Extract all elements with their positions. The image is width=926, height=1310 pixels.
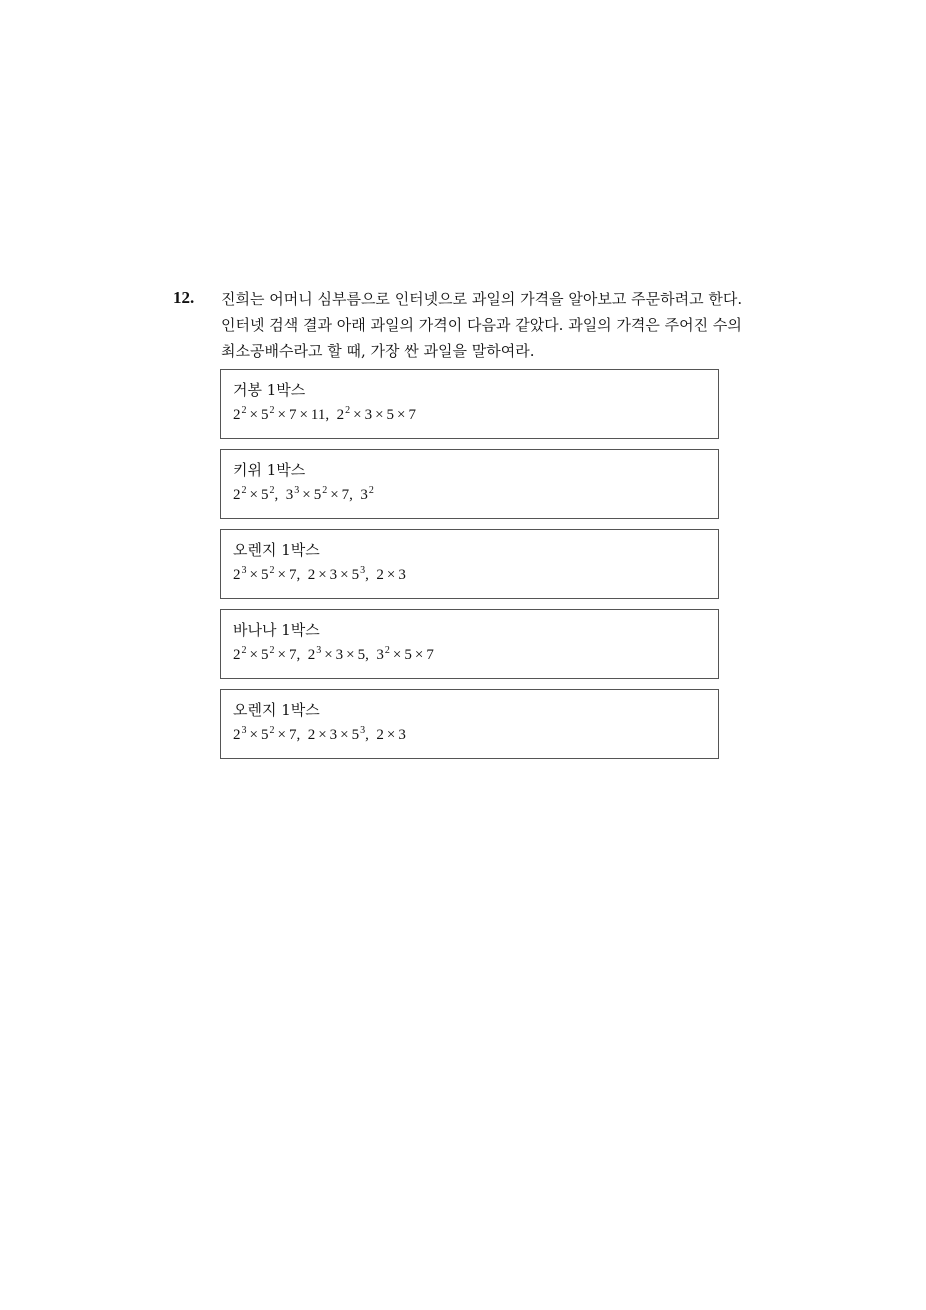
separator: , [296, 647, 308, 663]
factor-base: 5 [260, 727, 269, 743]
fruit-box-list [220, 369, 719, 769]
factor-base: 5 [351, 567, 360, 583]
fruit-name: 오렌지 1박스 [233, 701, 320, 719]
factor-base: 7 [288, 407, 297, 423]
times-sign: × [375, 407, 384, 423]
times-sign: × [277, 567, 286, 583]
times-sign: × [340, 567, 349, 583]
times-sign: × [353, 407, 362, 423]
factor-exponent: 3 [241, 565, 247, 576]
factor-base: 5 [260, 487, 269, 503]
fruit-name: 거봉 1박스 [233, 381, 306, 399]
price-expression [337, 407, 416, 423]
factor-base: 7 [288, 567, 297, 583]
factor-base: 3 [335, 647, 344, 663]
factor-base: 2 [307, 647, 316, 663]
price-expression [308, 567, 365, 583]
factor-exponent: 2 [269, 405, 275, 416]
factor-exponent: 2 [269, 645, 275, 656]
price-expression [308, 647, 365, 663]
factor-base: 5 [260, 647, 269, 663]
price-expressions [233, 403, 706, 429]
factor-base: 3 [329, 567, 338, 583]
fruit-box [220, 609, 719, 679]
factor-exponent: 2 [241, 405, 247, 416]
problem-text [221, 286, 761, 364]
factor-base: 3 [364, 407, 373, 423]
separator: , [365, 647, 377, 663]
fruit-name: 오렌지 1박스 [233, 541, 320, 559]
factor-base: 2 [376, 567, 384, 583]
times-sign: × [249, 647, 258, 663]
price-expression [233, 487, 274, 503]
factor-exponent: 3 [241, 725, 247, 736]
separator: , [274, 487, 286, 503]
factor-base: 7 [288, 647, 297, 663]
separator: , [296, 727, 308, 743]
factor-exponent: 2 [368, 485, 374, 496]
price-expressions [233, 483, 706, 509]
factor-base: 2 [307, 567, 316, 583]
factor-exponent: 2 [241, 645, 247, 656]
price-expression [360, 487, 374, 503]
fruit-box [220, 449, 719, 519]
fruit-name: 바나나 1박스 [233, 621, 320, 639]
price-expression [376, 567, 405, 583]
fruit-box [220, 369, 719, 439]
price-expression [233, 407, 325, 423]
factor-base: 11 [310, 407, 326, 423]
price-expression [233, 727, 296, 743]
factor-base: 5 [313, 487, 322, 503]
price-expressions [233, 723, 706, 749]
factor-base: 2 [233, 407, 241, 423]
separator: , [365, 727, 377, 743]
factor-exponent: 2 [384, 645, 390, 656]
factor-base: 5 [386, 407, 395, 423]
price-expression [376, 647, 433, 663]
price-expression [376, 727, 405, 743]
factor-base: 2 [233, 647, 241, 663]
price-expression [233, 647, 296, 663]
factor-base: 2 [336, 407, 345, 423]
times-sign: × [249, 727, 258, 743]
price-expressions [233, 563, 706, 589]
times-sign: × [340, 727, 349, 743]
factor-exponent: 2 [269, 725, 275, 736]
times-sign: × [324, 647, 333, 663]
factor-base: 2 [376, 727, 384, 743]
factor-base: 3 [329, 727, 338, 743]
times-sign: × [386, 567, 396, 583]
times-sign: × [318, 727, 327, 743]
times-sign: × [249, 407, 258, 423]
factor-exponent: 3 [360, 725, 366, 736]
separator: , [296, 567, 308, 583]
factor-base: 5 [260, 407, 269, 423]
factor-base: 2 [233, 727, 241, 743]
times-sign: × [392, 647, 402, 663]
times-sign: × [249, 487, 258, 503]
price-expressions [233, 643, 706, 669]
separator: , [349, 487, 361, 503]
times-sign: × [277, 647, 286, 663]
fruit-name: 키위 1박스 [233, 461, 306, 479]
times-sign: × [302, 487, 311, 503]
factor-base: 5 [357, 647, 366, 663]
factor-exponent: 3 [360, 565, 366, 576]
factor-base: 7 [408, 407, 417, 423]
separator: , [365, 567, 377, 583]
problem-text-line: 인터넷 검색 결과 아래 과일의 가격이 다음과 같았다. 과일의 가격은 주어진 수의 [221, 316, 742, 334]
factor-base: 7 [426, 647, 434, 663]
price-expression [233, 567, 296, 583]
price-expression [286, 487, 349, 503]
factor-exponent: 3 [316, 645, 322, 656]
fruit-box [220, 529, 719, 599]
factor-base: 5 [404, 647, 412, 663]
factor-base: 7 [341, 487, 350, 503]
times-sign: × [397, 407, 406, 423]
factor-base: 5 [351, 727, 360, 743]
factor-exponent: 3 [294, 485, 300, 496]
times-sign: × [414, 647, 424, 663]
factor-base: 3 [398, 727, 406, 743]
factor-base: 3 [398, 567, 406, 583]
factor-base: 3 [376, 647, 384, 663]
problem-text-line: 진희는 어머니 심부름으로 인터넷으로 과일의 가격을 알아보고 주문하려고 한다. [221, 290, 743, 308]
factor-base: 7 [288, 727, 297, 743]
problem-text-line: 최소공배수라고 할 때, 가장 싼 과일을 말하여라. [221, 342, 535, 360]
times-sign: × [346, 647, 355, 663]
times-sign: × [299, 407, 308, 423]
price-expression [308, 727, 365, 743]
times-sign: × [330, 487, 339, 503]
separator: , [325, 407, 337, 423]
factor-exponent: 2 [345, 405, 351, 416]
factor-base: 5 [260, 567, 269, 583]
times-sign: × [249, 567, 258, 583]
factor-exponent: 2 [322, 485, 328, 496]
factor-exponent: 2 [269, 485, 275, 496]
times-sign: × [318, 567, 327, 583]
factor-exponent: 2 [241, 485, 247, 496]
fruit-box [220, 689, 719, 759]
factor-base: 3 [360, 487, 368, 503]
times-sign: × [277, 727, 286, 743]
times-sign: × [277, 407, 286, 423]
times-sign: × [386, 727, 396, 743]
problem-number: 12. [173, 288, 195, 307]
factor-base: 2 [233, 567, 241, 583]
factor-base: 3 [285, 487, 294, 503]
factor-exponent: 2 [269, 565, 275, 576]
factor-base: 2 [307, 727, 316, 743]
factor-base: 2 [233, 487, 241, 503]
